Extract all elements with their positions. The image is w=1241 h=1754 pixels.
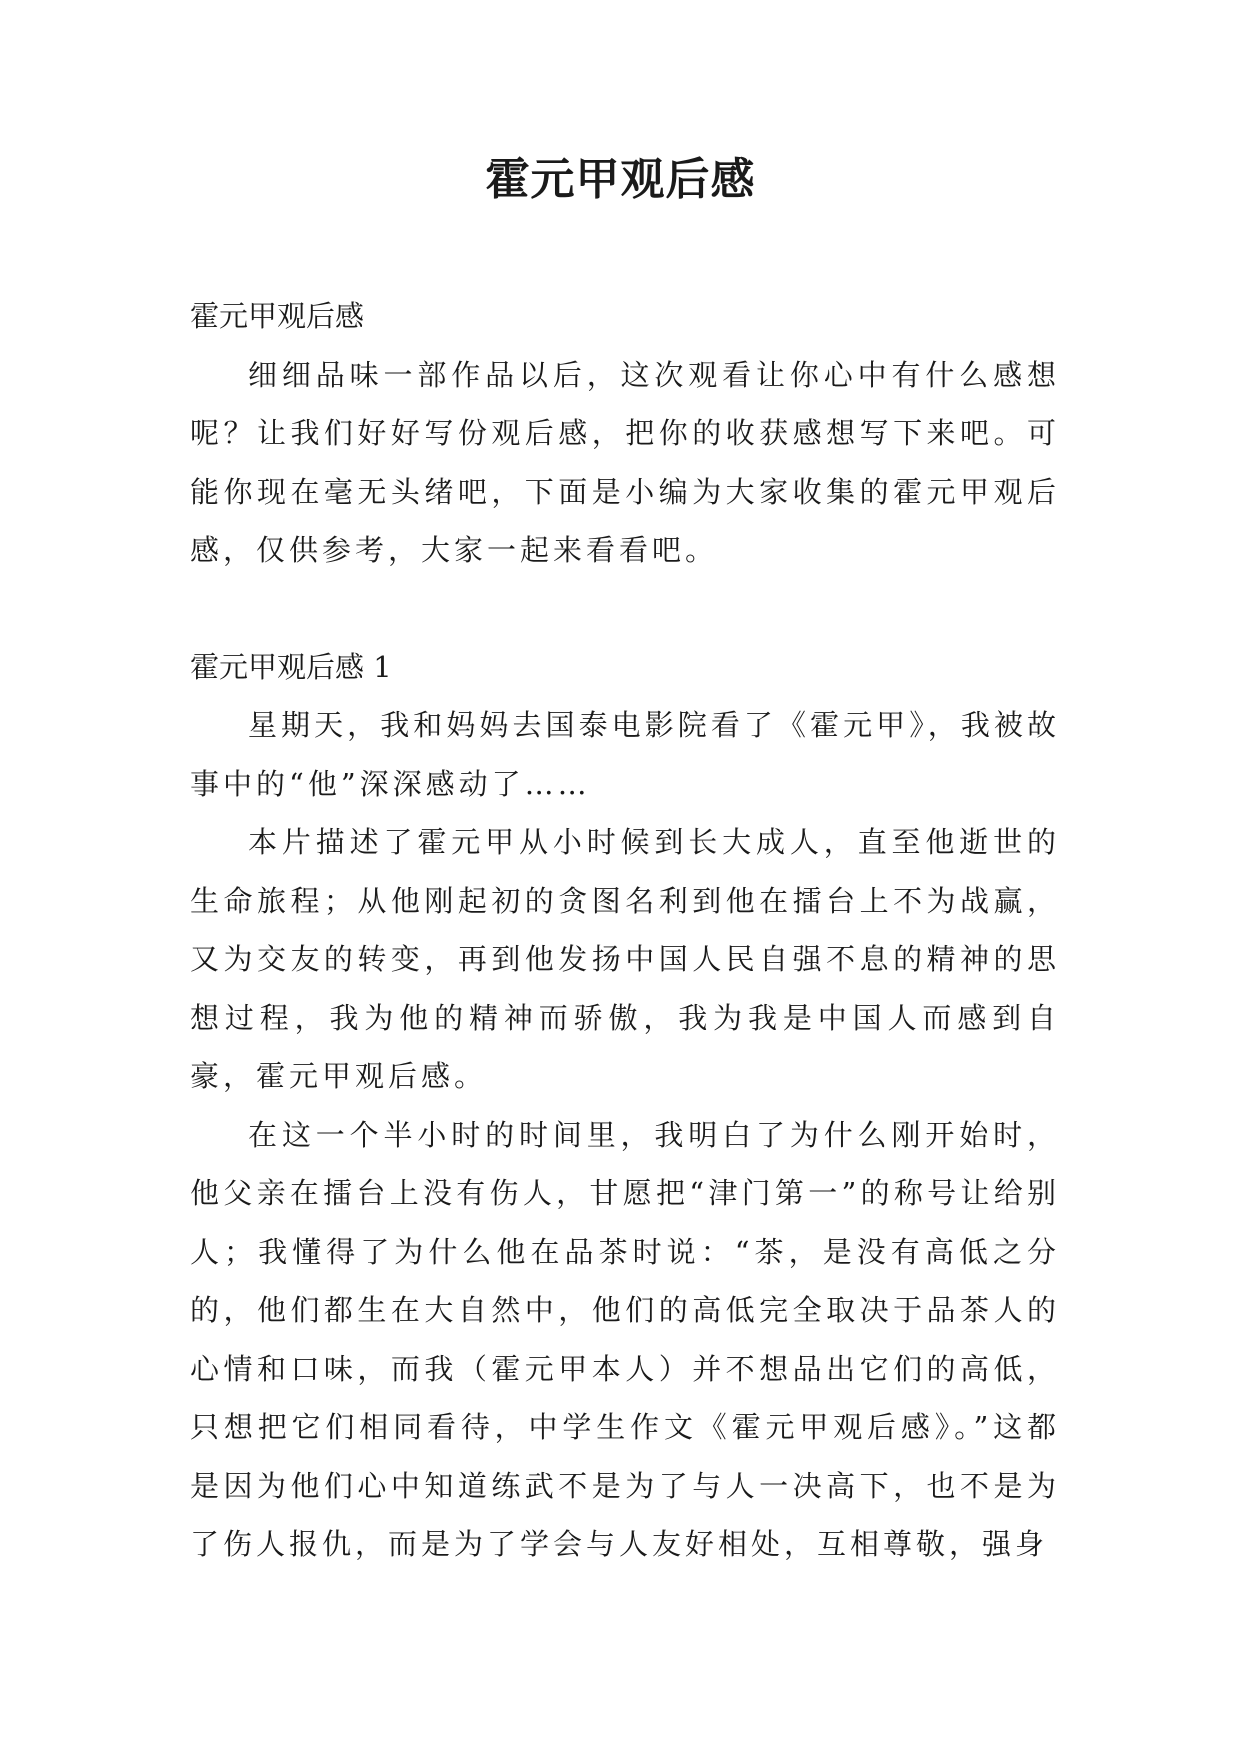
section-gap bbox=[190, 580, 1060, 638]
intro-heading: 霍元甲观后感 bbox=[190, 299, 365, 333]
section1-paragraph-3: 在这一个半小时的时间里，我明白了为什么刚开始时，他父亲在擂台上没有伤人，甘愿把“津门第一”的称号让给别人；我懂得了为什么他在品茶时说：“茶，是没有高低之分的，他们都生在大自然中，他们的高低完全取决于品茶人的心情和口味，而我（霍元甲本人）并不想品出它们的高低，只想把它们相同看待，中学生作文《霍元甲观后感》。”这都是因为他们心中知道练武不是为了与人一决高下，也不是为了伤人报仇，而是为了学会与人友好相处，互相尊敬，强身 bbox=[190, 1117, 1060, 1561]
document-title: 霍元甲观后感 bbox=[485, 154, 756, 205]
section1-heading: 霍元甲观后感 1 bbox=[190, 649, 392, 684]
intro-paragraph: 细细品味一部作品以后，这次观看让你心中有什么感想呢？让我们好好写份观后感，把你的收获感想写下来吧。可能你现在毫无头绪吧，下面是小编为大家收集的霍元甲观后感，仅供参考，大家一起来看看吧。 bbox=[190, 357, 1060, 567]
section1-paragraph-2: 本片描述了霍元甲从小时候到长大成人，直至他逝世的生命旅程；从他刚起初的贪图名利到他在擂台上不为战赢，又为交友的转变，再到他发扬中国人民自强不息的精神的思想过程，我为他的精神而骄傲，我为我是中国人而感到自豪，霍元甲观后感。 bbox=[190, 825, 1060, 1093]
section1-paragraph-1: 星期天，我和妈妈去国泰电影院看了《霍元甲》，我被故事中的“他”深深感动了…… bbox=[190, 708, 1060, 801]
document-body bbox=[190, 287, 1060, 1574]
